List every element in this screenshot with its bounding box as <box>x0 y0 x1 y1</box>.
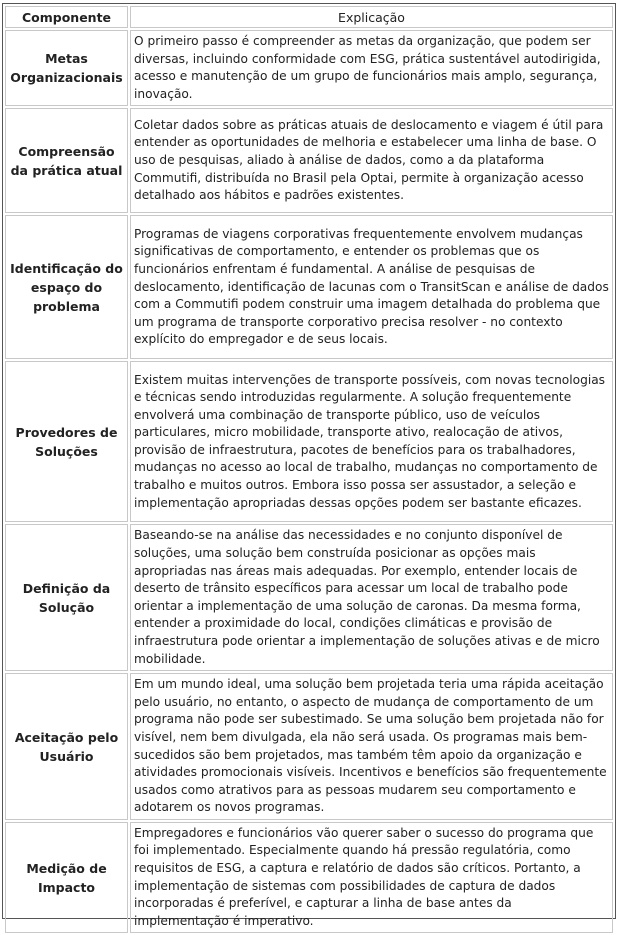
table-row <box>5 215 613 359</box>
explanation-cell: Existem muitas intervenções de transporte possíveis, com novas tecnologias e técnicas sendo introduzidas regularmente. A solução frequentemente envolverá uma combinação de transporte público, uso de veículos particulares, micro mobilidade, transporte ativo, realocação de ativos, provisão de infraestrutura, pacotes de benefícios para os trabalhadores, mudanças no acesso ao local de trabalho, mudanças no comportamento de trabalho e muitos outros. Embora isso possa ser assustador, a seleção e implementação apropriadas dessas opções podem ser bastante eficazes. <box>130 361 613 522</box>
table-row <box>5 361 613 522</box>
component-cell: Identificação do espaço do problema <box>5 215 128 359</box>
component-cell: Compreensão da prática atual <box>5 108 128 213</box>
table-row <box>5 30 613 106</box>
explanation-cell: Programas de viagens corporativas frequentemente envolvem mudanças significativas de comportamento, e entender os problemas que os funcionários enfrentam é fundamental. A análise de pesquisas de deslocamento, identificação de lacunas com o TransitScan e análise de dados com a Commutifi podem construir uma imagem detalhada do problema que um programa de transporte corporativo precisa resolver - no contexto explícito do empregador e de seus locais. <box>130 215 613 359</box>
component-cell: Aceitação pelo Usuário <box>5 673 128 820</box>
explanation-cell: O primeiro passo é compreender as metas da organização, que podem ser diversas, incluindo conformidade com ESG, prática sustentável autodirigida, acesso e manutenção de um grupo de funcionários mais amplo, segurança, inovação. <box>130 30 613 106</box>
component-cell: Provedores de Soluções <box>5 361 128 522</box>
header-component: Componente <box>5 6 128 28</box>
table-frame <box>2 3 616 928</box>
table-row <box>5 524 613 671</box>
header-explanation: Explicação <box>130 6 613 28</box>
table-row <box>5 822 613 934</box>
components-table <box>3 4 615 935</box>
explanation-cell: Coletar dados sobre as práticas atuais de deslocamento e viagem é útil para entender as oportunidades de melhoria e estabelecer uma linha de base. O uso de pesquisas, aliado à análise de dados, como a da plataforma Commutifi, distribuída no Brasil pela Optai, permite à organização acesso detalhado aos hábitos e padrões existentes. <box>130 108 613 213</box>
explanation-cell: Empregadores e funcionários vão querer saber o sucesso do programa que foi implementado. Especialmente quando há pressão regulatória, como requisitos de ESG, a captura e relatório de dados são críticos. Portanto, a implementação de sistemas com possibilidades de captura de dados incorporadas é preferível, e capturar a linha de base antes da implementação é imperativo. <box>130 822 613 934</box>
explanation-cell: Em um mundo ideal, uma solução bem projetada teria uma rápida aceitação pelo usuário, no entanto, o aspecto de mudança de comportamento de um programa não pode ser subestimado. Se uma solução bem projetada não for visível, nem bem divulgada, ela não será usada. Os programas mais bem-sucedidos são bem projetados, mas também têm apoio da organização e atividades promocionais visíveis. Incentivos e benefícios são frequentemente usados como atrativos para as pessoas mudarem seu comportamento e adotarem os novos programas. <box>130 673 613 820</box>
explanation-cell: Baseando-se na análise das necessidades e no conjunto disponível de soluções, uma solução bem construída posicionar as opções mais apropriadas nas áreas mais adequadas. Por exemplo, entender locais de deserto de trânsito específicos para acessar um local de trabalho pode orientar a implementação de uma solução de caronas. Da mesma forma, entender a proximidade do local, condições climáticas e provisão de infraestrutura pode orientar a implementação de soluções ativas e de micro mobilidade. <box>130 524 613 671</box>
component-cell: Definição da Solução <box>5 524 128 671</box>
table-row <box>5 108 613 213</box>
table-row <box>5 673 613 820</box>
header-row <box>5 6 613 28</box>
component-cell: Medição de Impacto <box>5 822 128 934</box>
component-cell: Metas Organizacionais <box>5 30 128 106</box>
